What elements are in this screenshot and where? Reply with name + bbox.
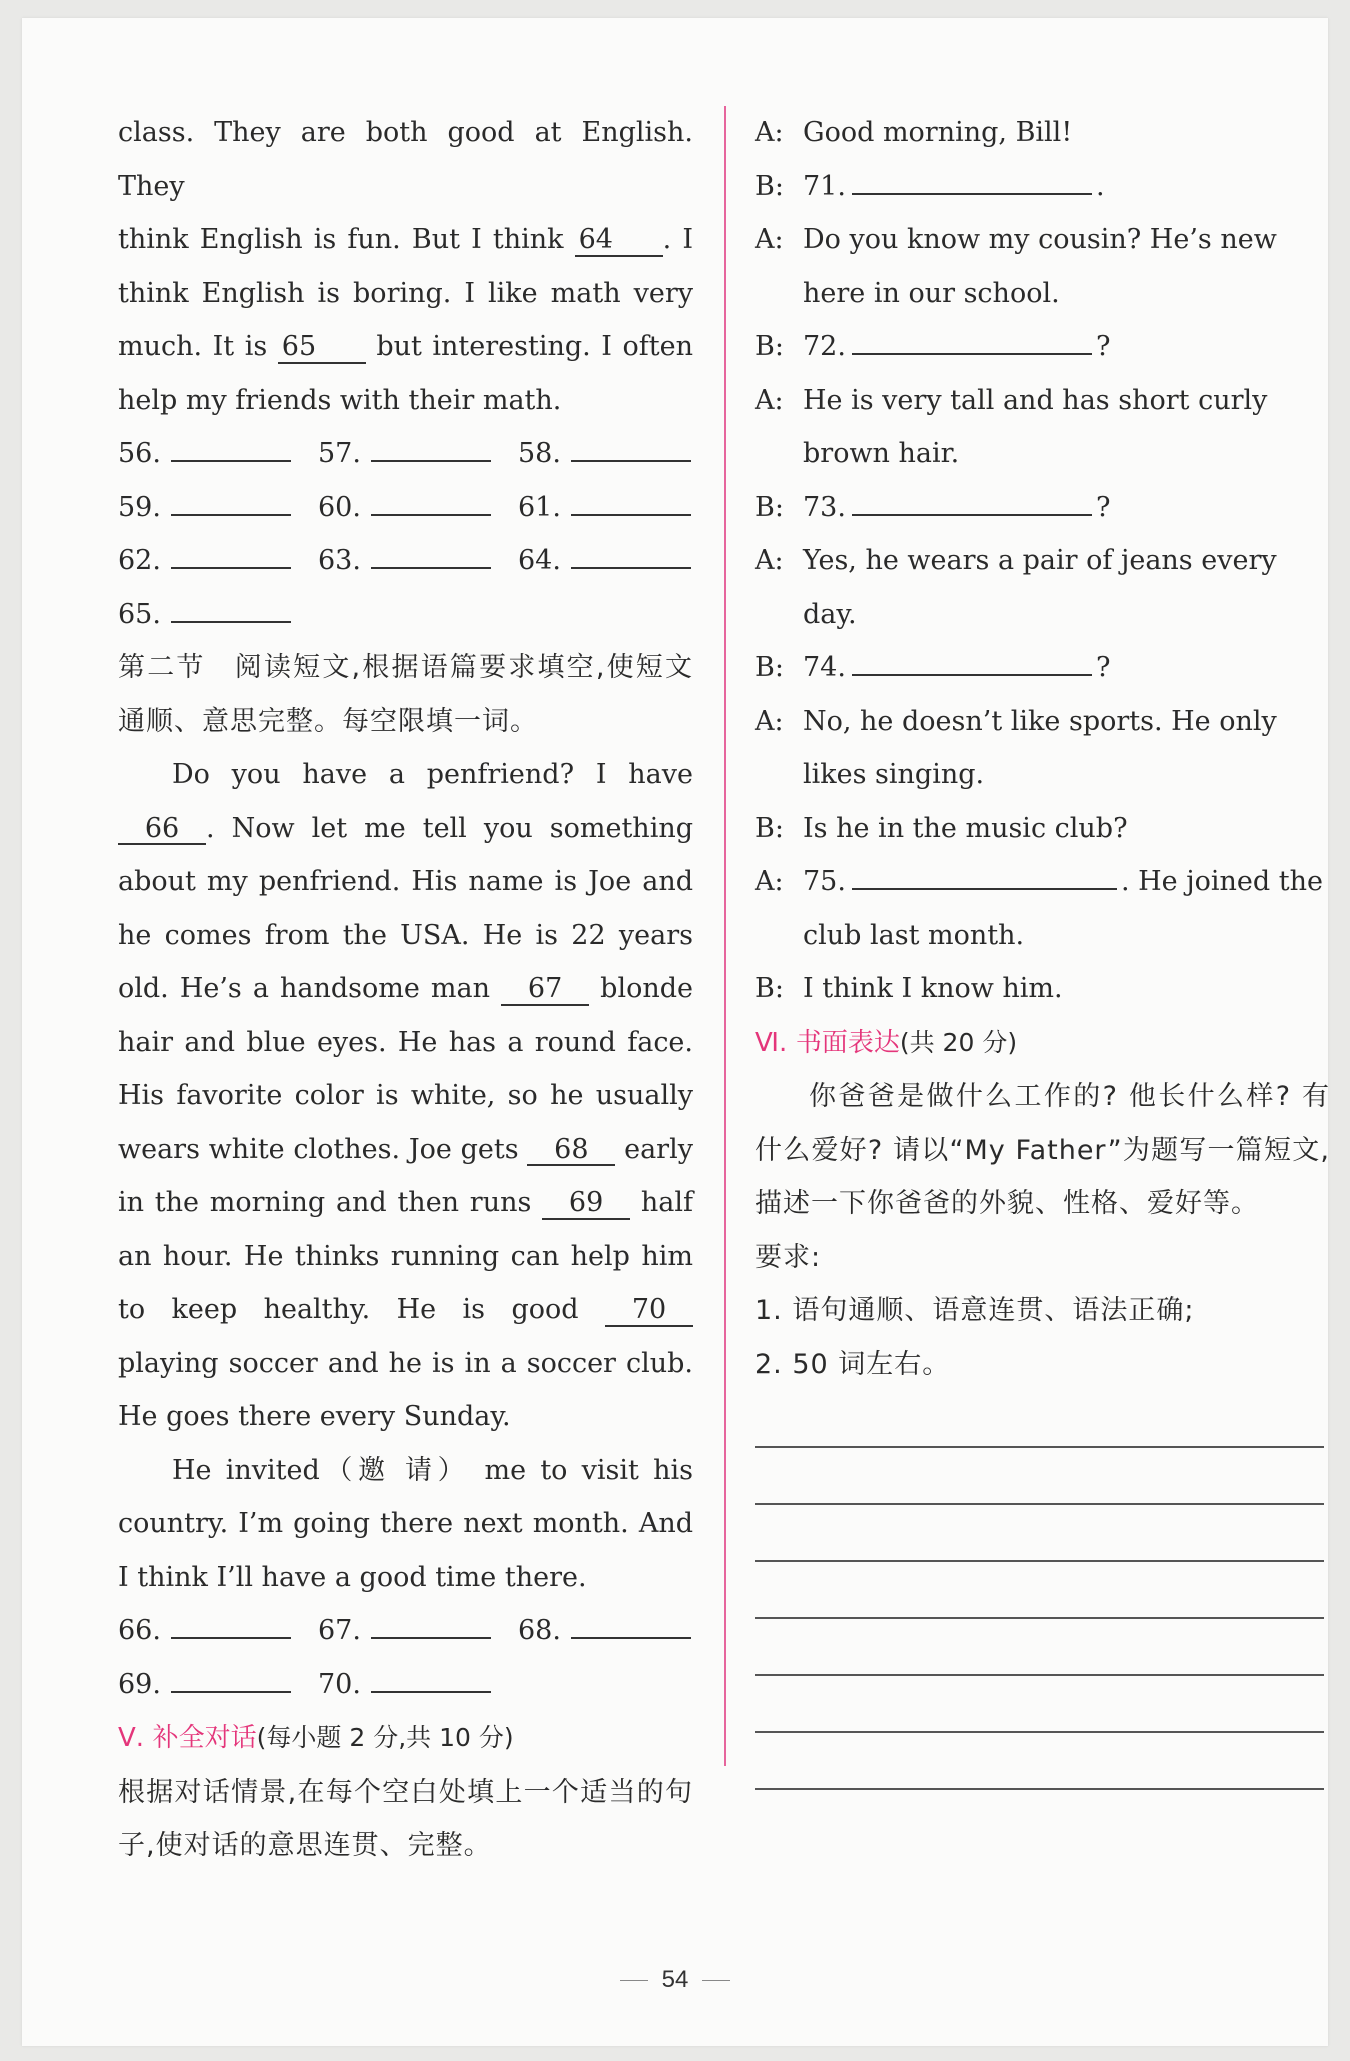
dialogue-line: A: Do you know my cousin? He’s new here in our school. bbox=[755, 224, 1277, 309]
section5-instruction: 根据对话情景,在每个空白处填上一个适当的句子,使对话的意思连贯、完整。 bbox=[118, 1776, 693, 1861]
dialogue-blank-line[interactable]: B: 71. . bbox=[755, 170, 1105, 202]
writing-line[interactable] bbox=[755, 1619, 1324, 1676]
answer-slot[interactable]: 70. bbox=[318, 1658, 518, 1712]
answer-slot[interactable]: 65. bbox=[118, 588, 318, 642]
section6-prompt: 你爸爸是做什么工作的? 他长什么样? 有什么爱好? 请以“My Father”为题写一篇短文,描述一下你爸爸的外貌、性格、爱好等。 bbox=[755, 1081, 1330, 1219]
worksheet-page bbox=[22, 18, 1328, 2046]
left-column bbox=[118, 106, 693, 1873]
passage2-paragraph2: He invited（邀 请） me to visit his country. I’m going there next month. And I think I’ll have a good time there. bbox=[118, 1454, 693, 1593]
passage1-line: think English is fun. But I think 64 . I bbox=[118, 224, 693, 255]
writing-line[interactable] bbox=[755, 1448, 1324, 1505]
writing-line[interactable] bbox=[755, 1733, 1324, 1790]
answer-slot[interactable]: 59. bbox=[118, 481, 318, 535]
answer-slot[interactable]: 67. bbox=[318, 1604, 518, 1658]
passage1-line: class. They are both good at English. They bbox=[118, 117, 693, 202]
answer-slot[interactable]: 58. bbox=[518, 427, 693, 481]
answer-slot[interactable]: 66. bbox=[118, 1604, 318, 1658]
right-column bbox=[755, 106, 1330, 1790]
column-divider bbox=[724, 106, 726, 1766]
writing-line[interactable] bbox=[755, 1562, 1324, 1619]
blank-66[interactable]: 66 bbox=[118, 814, 206, 846]
section6-note: (共 20 分) bbox=[899, 1027, 1018, 1057]
dialogue-line: A: Good morning, Bill! bbox=[755, 117, 1073, 148]
section5-number: Ⅴ. bbox=[118, 1723, 145, 1753]
writing-line[interactable] bbox=[755, 1676, 1324, 1733]
writing-line[interactable] bbox=[755, 1505, 1324, 1562]
answer-slot[interactable]: 60. bbox=[318, 481, 518, 535]
writing-line[interactable] bbox=[755, 1391, 1324, 1448]
section6-title: 书面表达 bbox=[795, 1027, 900, 1058]
dialogue-line: A: No, he doesn’t like sports. He only likes singing. bbox=[755, 705, 1277, 790]
section6-heading bbox=[755, 1016, 1330, 1071]
page-number: 54 bbox=[661, 1966, 689, 1993]
requirement-2: 2. 50 词左右。 bbox=[755, 1348, 951, 1380]
dialogue-line: A: He is very tall and has short curly brown hair. bbox=[755, 384, 1268, 469]
passage1-line: much. It is 65 but interesting. I often bbox=[118, 331, 693, 362]
blank-65[interactable]: 65 bbox=[278, 332, 366, 364]
passage2-paragraph1: Do you have a penfriend? I have 66 . Now let me tell you something about my penfriend. His name is Joe and he comes from the USA. He is 22 years old. He’s a handsome man 67 blonde hair and blue eyes. He has a round face. His favorite color is white, so he usually wears white clothes. Joe gets 68 early in the morning and then runs 69 half an hour. He thinks running can help him to keep healthy. He is good 70 playing soccer and he is in a soccer club. He goes there every Sunday. bbox=[118, 759, 693, 1432]
blank-68[interactable]: 68 bbox=[527, 1135, 615, 1167]
passage1-line: help my friends with their math. bbox=[118, 384, 562, 416]
section6-number: Ⅵ. bbox=[755, 1027, 788, 1058]
answer-slot[interactable]: 68. bbox=[518, 1604, 693, 1658]
blank-69[interactable]: 69 bbox=[542, 1188, 630, 1220]
blank-70[interactable]: 70 bbox=[605, 1295, 693, 1327]
answer-slot[interactable]: 64. bbox=[518, 534, 693, 588]
blank-64[interactable]: 64 bbox=[575, 225, 663, 257]
section2-title: 第二节 阅读短文,根据语篇要求填空,使短文通顺、意思完整。每空限填一词。 bbox=[118, 652, 693, 737]
answer-grid-2 bbox=[118, 1604, 693, 1711]
requirement-1: 1. 语句通顺、语意连贯、语法正确; bbox=[755, 1295, 1195, 1326]
answer-slot[interactable]: 62. bbox=[118, 534, 318, 588]
dialogue-blank-line[interactable]: B: 74. ? bbox=[755, 652, 1111, 683]
writing-area[interactable] bbox=[755, 1391, 1330, 1790]
answer-grid-1 bbox=[118, 427, 693, 641]
dialogue-blank-line[interactable]: A: 75. . He joined the club last month. bbox=[755, 866, 1323, 951]
section5-note: (每小题 2 分,共 10 分) bbox=[256, 1723, 514, 1752]
dialogue-line: B: I think I know him. bbox=[755, 973, 1063, 1004]
answer-slot[interactable]: 57. bbox=[318, 427, 518, 481]
answer-slot[interactable]: 56. bbox=[118, 427, 318, 481]
dialogue-blank-line[interactable]: B: 72. ? bbox=[755, 331, 1111, 362]
dialogue-line: B: Is he in the music club? bbox=[755, 812, 1128, 844]
dialogue-line: A: Yes, he wears a pair of jeans every day. bbox=[755, 545, 1277, 630]
requirements-title: 要求: bbox=[755, 1241, 822, 1273]
section5-title: 补全对话 bbox=[152, 1723, 257, 1753]
page-footer bbox=[22, 1966, 1328, 1994]
section5-heading bbox=[118, 1711, 693, 1766]
passage1-line: think English is boring. I like math very bbox=[118, 277, 693, 309]
answer-slot[interactable]: 63. bbox=[318, 534, 518, 588]
answer-slot[interactable]: 69. bbox=[118, 1658, 318, 1712]
answer-slot[interactable]: 61. bbox=[518, 481, 693, 535]
dialogue-blank-line[interactable]: B: 73. ? bbox=[755, 491, 1111, 523]
blank-67[interactable]: 67 bbox=[501, 974, 589, 1006]
